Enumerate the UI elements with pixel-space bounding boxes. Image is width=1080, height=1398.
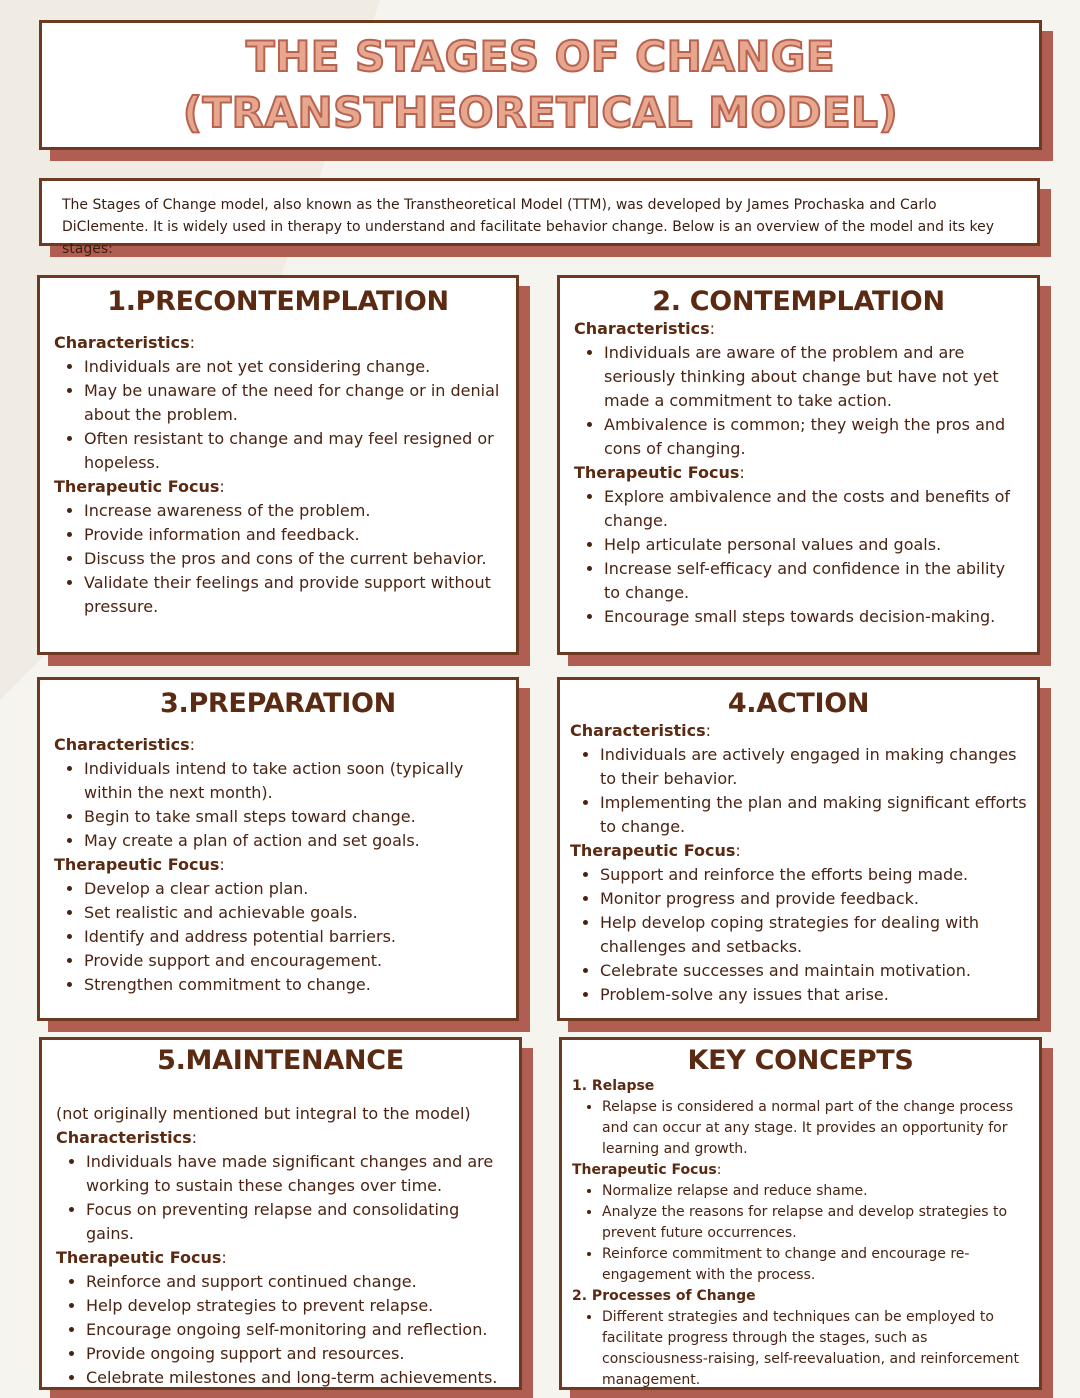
list-item: • Relapse is considered a normal part of the change process and can occur at any stage. It provides an opportunity for learning and growth. — [602, 1097, 1029, 1160]
list-item: • Validate their feelings and provide support without pressure. — [84, 571, 502, 619]
list-item: • Increase awareness of the problem. — [84, 499, 502, 523]
therapeutic-focus-label-text: Therapeutic Focus — [574, 463, 740, 482]
therapeutic-focus-label-text: Therapeutic Focus — [570, 841, 736, 860]
list-item: • Explore ambivalence and the costs and benefits of change. — [604, 485, 1023, 533]
relapse-list — [572, 1097, 1029, 1160]
characteristics-label-text: Characteristics — [574, 319, 710, 338]
list-item: • May be unaware of the need for change or in denial about the problem. — [84, 379, 502, 427]
stage-card-action — [557, 677, 1040, 1021]
therapeutic-focus-label-text: Therapeutic Focus — [572, 1162, 717, 1178]
list-item: • Implementing the plan and making significant efforts to change. — [600, 791, 1027, 839]
label-colon: : — [191, 1128, 198, 1147]
stage-card-precontemplation — [37, 275, 519, 655]
label-colon: : — [705, 721, 712, 740]
list-item: • Focus on preventing relapse and consolidating gains. — [86, 1198, 505, 1246]
list-item: • Encourage small steps towards decision-making. — [604, 605, 1023, 629]
list-item: • Provide information and feedback. — [84, 523, 502, 547]
therapeutic-focus-label — [56, 1246, 505, 1270]
stage-card-maintenance — [39, 1037, 522, 1390]
therapeutic-focus-list — [54, 499, 502, 619]
therapeutic-focus-list — [574, 485, 1023, 629]
list-item: • Provide support and encouragement. — [84, 949, 502, 973]
list-item: • Individuals are aware of the problem and are seriously thinking about change but have not yet made a commitment to take action. — [604, 341, 1023, 413]
label-colon: : — [735, 841, 741, 860]
characteristics-label — [54, 331, 502, 355]
list-item: • Different strategies and techniques can be employed to facilitate progress through the stages, such as consciousness-raising, self-reevaluation, and reinforcement management. — [602, 1307, 1029, 1391]
therapeutic-focus-label-text: Therapeutic Focus — [54, 477, 220, 496]
therapeutic-focus-list — [54, 877, 502, 997]
therapeutic-focus-label-text: Therapeutic Focus — [54, 855, 220, 874]
label-colon: : — [709, 319, 716, 338]
list-item: • Identify and address potential barriers. — [84, 925, 502, 949]
list-item: • Individuals have made significant changes and are working to sustain these changes over time. — [86, 1150, 505, 1198]
characteristics-label — [574, 317, 1023, 341]
list-item: • Ambivalence is common; they weigh the pros and cons of changing. — [604, 413, 1023, 461]
stage-title: 1.PRECONTEMPLATION — [107, 286, 449, 317]
therapeutic-focus-label — [54, 853, 502, 877]
label-colon: : — [221, 1248, 227, 1267]
characteristics-label — [54, 733, 502, 757]
processes-heading: 2. Processes of Change — [572, 1288, 756, 1304]
stage-card-contemplation — [557, 275, 1040, 655]
therapeutic-focus-label — [570, 839, 1027, 863]
therapeutic-focus-label-text: Therapeutic Focus — [56, 1248, 222, 1267]
characteristics-list — [54, 757, 502, 853]
therapeutic-focus-label — [54, 475, 502, 499]
label-colon: : — [739, 463, 745, 482]
list-item: • Develop a clear action plan. — [84, 877, 502, 901]
list-item: • Problem-solve any issues that arise. — [600, 983, 1027, 1007]
therapeutic-focus-label — [574, 461, 1023, 485]
relapse-heading: 1. Relapse — [572, 1078, 655, 1094]
stage-title: 4.ACTION — [727, 688, 870, 719]
list-item: • Reinforce commitment to change and encourage re-engagement with the process. — [602, 1244, 1029, 1286]
therapeutic-focus-list — [572, 1181, 1029, 1286]
label-colon: : — [716, 1162, 722, 1178]
title-banner — [39, 20, 1042, 150]
intro-box — [39, 178, 1040, 257]
list-item: • Encourage ongoing self-monitoring and reflection. — [86, 1318, 505, 1342]
label-colon: : — [219, 477, 225, 496]
characteristics-label — [570, 719, 1027, 743]
list-item: • Analyze the reasons for relapse and develop strategies to prevent future occurrences. — [602, 1202, 1029, 1244]
list-item: • Provide ongoing support and resources. — [86, 1342, 505, 1366]
key-concepts-card — [559, 1037, 1042, 1390]
key-concepts-title: KEY CONCEPTS — [687, 1045, 914, 1076]
stage-title: 2. CONTEMPLATION — [652, 286, 945, 317]
stage-card-preparation — [37, 677, 519, 1021]
therapeutic-focus-label — [572, 1160, 1029, 1181]
list-item: • Often resistant to change and may feel resigned or hopeless. — [84, 427, 502, 475]
list-item: • May create a plan of action and set goals. — [84, 829, 502, 853]
therapeutic-focus-list — [570, 863, 1027, 1007]
characteristics-list — [570, 743, 1027, 839]
stage-note: (not originally mentioned but integral to the model) — [56, 1104, 471, 1123]
characteristics-label-text: Characteristics — [54, 735, 190, 754]
list-item: • Help articulate personal values and goals. — [604, 533, 1023, 557]
list-item: • Set realistic and achievable goals. — [84, 901, 502, 925]
page-title-line-1: THE STAGES OF CHANGE — [245, 32, 836, 81]
intro-text: The Stages of Change model, also known as the Transtheoretical Model (TTM), was developed by James Prochaska and Carlo DiClemente. It is widely used in therapy to understand and facilitate behavior change. Below is an overview of the model and its key stages: — [62, 197, 995, 257]
characteristics-label-text: Characteristics — [570, 721, 706, 740]
characteristics-list — [56, 1150, 505, 1246]
list-item: • Help develop coping strategies for dealing with challenges and setbacks. — [600, 911, 1027, 959]
label-colon: : — [219, 855, 225, 874]
list-item: • Begin to take small steps toward change. — [84, 805, 502, 829]
characteristics-list — [54, 355, 502, 475]
label-colon: : — [189, 333, 196, 352]
list-item: • Strengthen commitment to change. — [84, 973, 502, 997]
list-item: • Celebrate successes and maintain motivation. — [600, 959, 1027, 983]
list-item: • Help develop strategies to prevent relapse. — [86, 1294, 505, 1318]
list-item: • Individuals intend to take action soon (typically within the next month). — [84, 757, 502, 805]
characteristics-label — [56, 1126, 505, 1150]
list-item: • Monitor progress and provide feedback. — [600, 887, 1027, 911]
processes-list — [572, 1307, 1029, 1391]
page-title-line-2: (TRANSTHEORETICAL MODEL) — [182, 88, 899, 137]
characteristics-label-text: Characteristics — [56, 1128, 192, 1147]
characteristics-label-text: Characteristics — [54, 333, 190, 352]
list-item: • Increase self-efficacy and confidence in the ability to change. — [604, 557, 1023, 605]
label-colon: : — [189, 735, 196, 754]
stage-title: 3.PREPARATION — [160, 688, 396, 719]
list-item: • Discuss the pros and cons of the current behavior. — [84, 547, 502, 571]
list-item: • Reinforce and support continued change. — [86, 1270, 505, 1294]
characteristics-list — [574, 341, 1023, 461]
list-item: • Support and reinforce the efforts being made. — [600, 863, 1027, 887]
list-item: • Individuals are not yet considering change. — [84, 355, 502, 379]
list-item: • Individuals are actively engaged in making changes to their behavior. — [600, 743, 1027, 791]
stage-title: 5.MAINTENANCE — [157, 1045, 404, 1076]
list-item: • Celebrate milestones and long-term achievements. — [86, 1366, 505, 1390]
therapeutic-focus-list — [56, 1270, 505, 1390]
list-item: • Normalize relapse and reduce shame. — [602, 1181, 1029, 1202]
